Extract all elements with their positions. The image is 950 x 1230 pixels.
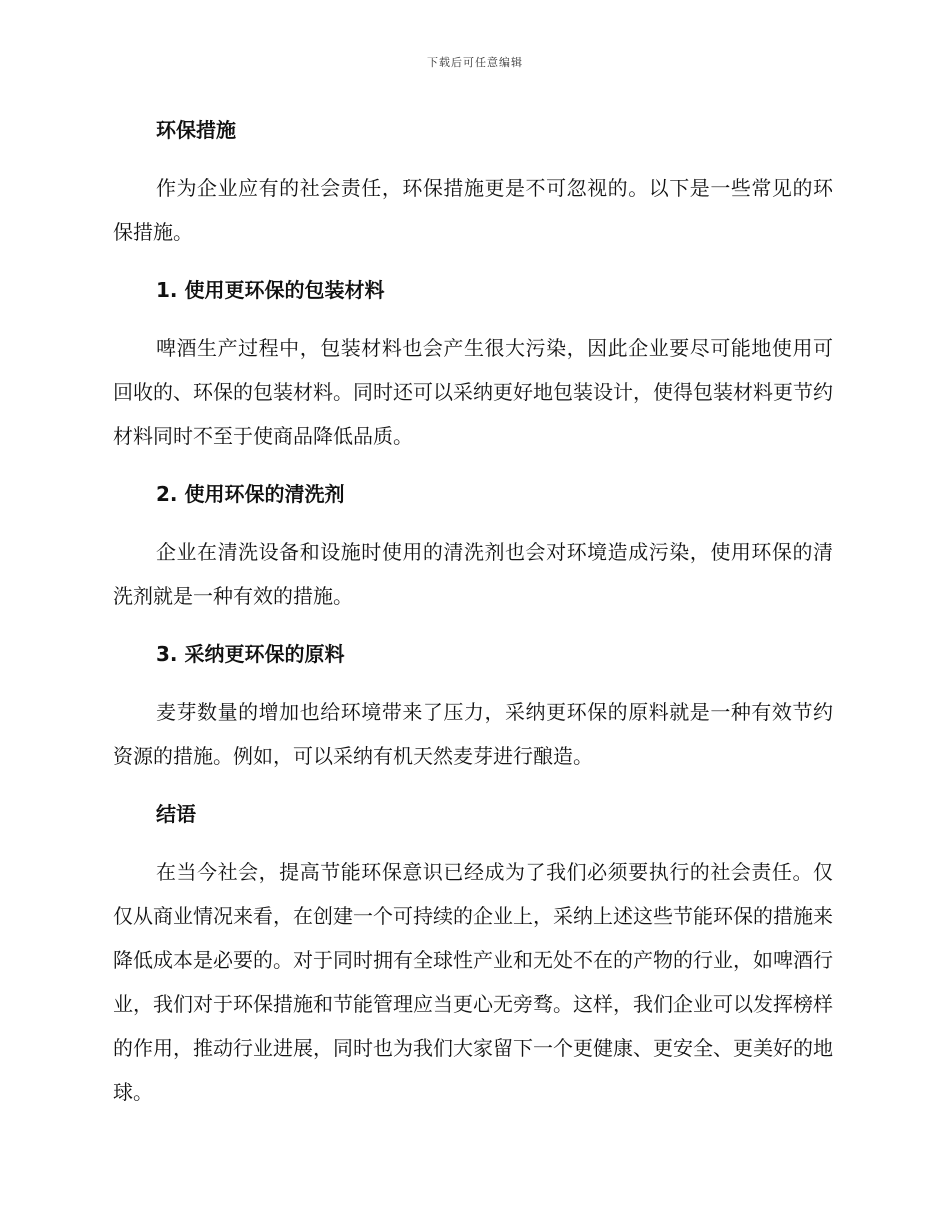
item-1-title: 1. 使用更环保的包装材料 <box>156 278 385 302</box>
conclusion-paragraph: 在当今社会，提高节能环保意识已经成为了我们必须要执行的社会责任。仅仅从商业情况来看，在创建一个可持续的企业上，采纳上述这些节能环保的措施来降低成本是必要的。对于同时拥有全球性产业和无处不在的产物的行业，如啤酒行业，我们对于环保措施和节能管理应当更心无旁骛。这样，我们企业可以发挥榜样的作用，推动行业进展，同时也为我们大家留下一个更健康、更安全、更美好的地球。 <box>113 860 833 1104</box>
item-2-paragraph: 企业在清洗设备和设施时使用的清洗剂也会对环境造成污染，使用环保的清洗剂就是一种有效的措施。 <box>113 540 833 608</box>
item-3-title: 3. 采纳更环保的原料 <box>156 642 345 666</box>
item-1-paragraph: 啤酒生产过程中，包装材料也会产生很大污染，因此企业要尽可能地使用可回收的、环保的包装材料。同时还可以采纳更好地包装设计，使得包装材料更节约材料同时不至于使商品降低品质。 <box>113 336 833 448</box>
item-3-paragraph: 麦芽数量的增加也给环境带来了压力，采纳更环保的原料就是一种有效节约资源的措施。例如，可以采纳有机天然麦芽进行酿造。 <box>113 700 833 768</box>
header-note: 下载后可任意编辑 <box>427 56 523 69</box>
environment-intro-paragraph: 作为企业应有的社会责任，环保措施更是不可忽视的。以下是一些常见的环保措施。 <box>113 176 833 244</box>
document-body <box>113 108 833 1128</box>
section-title-environment: 环保措施 <box>156 118 236 142</box>
item-2-title: 2. 使用环保的清洗剂 <box>156 482 345 506</box>
section-title-conclusion: 结语 <box>156 802 196 826</box>
